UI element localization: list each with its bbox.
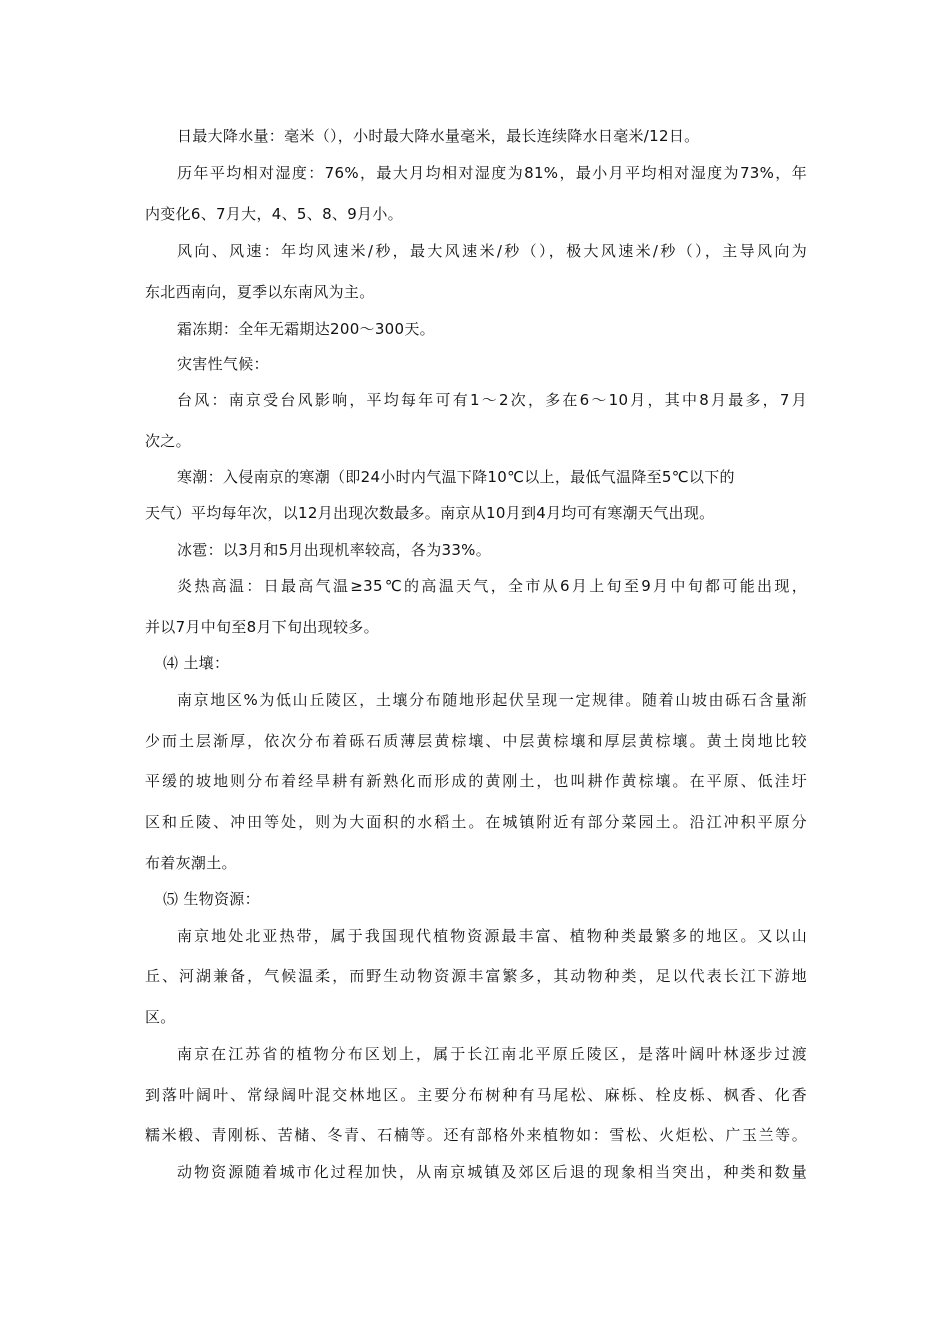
paragraph-hail: 冰雹：以3月和5月出现机率较高，各为33%。: [177, 541, 492, 559]
section-heading-soil: ⑷ 土壤：: [163, 654, 230, 672]
paragraph-wind-line-2: 东北西南向，夏季以东南风为主。: [145, 283, 375, 301]
paragraph-typhoon-line-2: 次之。: [145, 432, 191, 450]
paragraph-heat-line-2: 并以7月中旬至8月下旬出现较多。: [145, 618, 379, 636]
paragraph-max-daily-rainfall: 日最大降水量：毫米（），小时最大降水量毫米，最长连续降水日毫米/12日。: [177, 127, 700, 145]
paragraph-frost-period: 霜冻期：全年无霜期达200～300天。: [177, 320, 435, 338]
paragraph-plants-line-2: 到落叶阔叶、常绿阔叶混交林地区。主要分布树种有马尾松、麻栎、栓皮栎、枫香、化香: [145, 1086, 807, 1104]
heading-disaster-climate: 灾害性气候：: [177, 355, 269, 373]
paragraph-bio-line-3: 区。: [145, 1008, 176, 1026]
paragraph-wind-line-1: 风向、风速：年均风速米/秒，最大风速米/秒（），极大风速米/秒（），主导风向为: [177, 242, 807, 260]
paragraph-animals-line-1: 动物资源随着城市化过程加快，从南京城镇及郊区后退的现象相当突出，种类和数量: [177, 1163, 807, 1181]
paragraph-cold-wave-line-2: 天气）平均每年次，以12月出现次数最多。南京从10月到4月均可有寒潮天气出现。: [145, 504, 715, 522]
paragraph-soil-line-3: 平缓的坡地则分布着经旱耕有新熟化而形成的黄刚土，也叫耕作黄棕壤。在平原、低洼圩: [145, 772, 807, 790]
paragraph-bio-line-2: 丘、河湖兼备，气候温柔，而野生动物资源丰富繁多，其动物种类，足以代表长江下游地: [145, 967, 807, 985]
paragraph-typhoon-line-1: 台风：南京受台风影响，平均每年可有1～2次，多在6～10月，其中8月最多，7月: [177, 391, 807, 409]
paragraph-plants-line-3: 糯米椴、青刚栎、苦槠、冬青、石楠等。还有部格外来植物如：雪松、火炬松、广玉兰等。: [145, 1126, 807, 1144]
paragraph-heat-line-1: 炎热高温：日最高气温≥35℃的高温天气，全市从6月上旬至9月中旬都可能出现，: [177, 577, 807, 595]
paragraph-plants-line-1: 南京在江苏省的植物分布区划上，属于长江南北平原丘陵区，是落叶阔叶林逐步过渡: [177, 1045, 807, 1063]
paragraph-cold-wave-line-1: 寒潮：入侵南京的寒潮（即24小时内气温下降10℃以上，最低气温降至5℃以下的: [177, 468, 735, 486]
paragraph-soil-line-1: 南京地区%为低山丘陵区，土壤分布随地形起伏呈现一定规律。随着山坡由砾石含量渐: [177, 691, 807, 709]
section-heading-biological-resources: ⑸ 生物资源：: [163, 890, 260, 908]
paragraph-soil-line-2: 少而土层渐厚，依次分布着砾石质薄层黄棕壤、中层黄棕壤和厚层黄棕壤。黄土岗地比较: [145, 732, 807, 750]
paragraph-bio-line-1: 南京地处北亚热带，属于我国现代植物资源最丰富、植物种类最繁多的地区。又以山: [177, 927, 807, 945]
paragraph-humidity-line-2: 内变化6、7月大，4、5、8、9月小。: [145, 205, 403, 223]
paragraph-humidity-line-1: 历年平均相对湿度：76%，最大月均相对湿度为81%，最小月平均相对湿度为73%，年: [177, 164, 807, 182]
paragraph-soil-line-4: 区和丘陵、冲田等处，则为大面积的水稻土。在城镇附近有部分菜园土。沿江冲积平原分: [145, 813, 807, 831]
paragraph-soil-line-5: 布着灰潮土。: [145, 854, 237, 872]
